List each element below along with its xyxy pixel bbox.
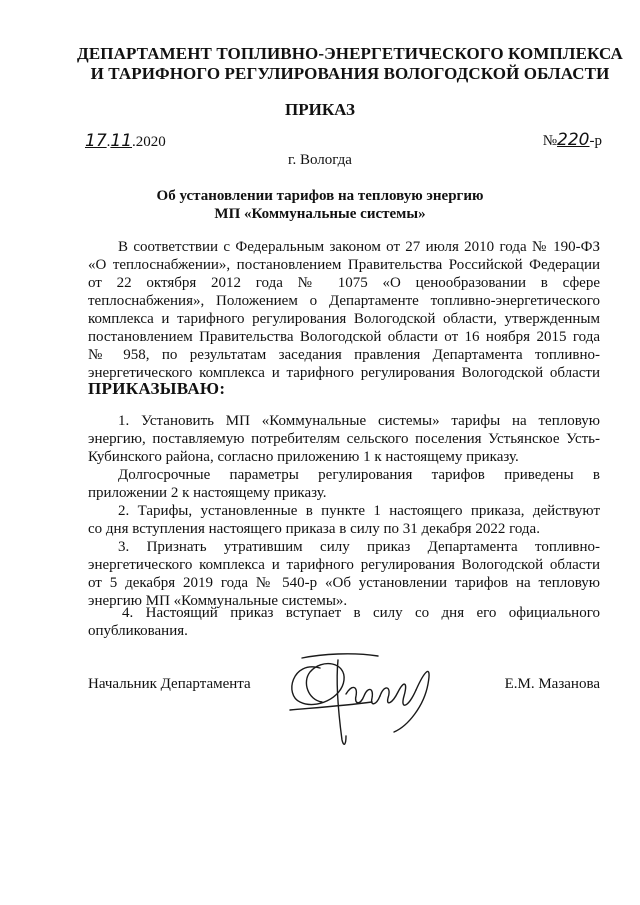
preamble-line: «О теплоснабжении», постановлением Правительства Российской Федерации bbox=[88, 257, 600, 273]
date-year: .2020 bbox=[132, 134, 166, 150]
signatory-name: Е.М. Мазанова bbox=[504, 676, 600, 692]
order-word: ПРИКАЗЫВАЮ: bbox=[88, 379, 226, 398]
signatory-position: Начальник Департамента bbox=[88, 676, 251, 692]
item-4-line: опубликования. bbox=[88, 623, 188, 639]
date-day: 17 bbox=[85, 131, 107, 151]
preamble-line: от 22 октября 2012 года № 1075 «О ценообразовании в сфере bbox=[88, 275, 600, 291]
item-3-line: 3. Признать утратившим силу приказ Департамента топливно- bbox=[118, 539, 600, 555]
item-1-line: 1. Установить МП «Коммунальные системы» тарифы на тепловую bbox=[118, 413, 600, 429]
preamble-line: энергетического комплекса и тарифного регулирования Вологодской области bbox=[88, 365, 600, 381]
document-date: 17.11.2020 bbox=[85, 131, 166, 151]
subject-line-2: МП «Коммунальные системы» bbox=[214, 206, 426, 222]
item-3-line: энергетического комплекса и тарифного регулирования Вологодской области bbox=[88, 557, 600, 573]
org-name-line-2: И ТАРИФНОГО РЕГУЛИРОВАНИЯ ВОЛОГОДСКОЙ ОБЛАСТИ bbox=[90, 64, 610, 83]
item-1-line: энергию, поставляемую потребителям сельского поселения Устьянское Усть- bbox=[88, 431, 600, 447]
item-1b-line: приложении 2 к настоящему приказу. bbox=[88, 485, 327, 501]
number-suffix: -р bbox=[589, 133, 602, 149]
subject-line-1: Об установлении тарифов на тепловую энергию bbox=[156, 188, 484, 204]
document-type-title: ПРИКАЗ bbox=[285, 100, 355, 119]
item-1b-line: Долгосрочные параметры регулирования тарифов приведены в bbox=[118, 467, 600, 483]
preamble-line: постановлением Правительства Вологодской области от 16 ноября 2015 года bbox=[88, 329, 600, 345]
preamble-line: комплекса и тарифного регулирования Вологодской области, утвержденным bbox=[88, 311, 600, 327]
item-4-line: 4. Настоящий приказ вступает в силу со дня его официального bbox=[122, 605, 600, 621]
city: г. Вологда bbox=[288, 152, 352, 168]
item-2-line: 2. Тарифы, установленные в пункте 1 настоящего приказа, действуют bbox=[118, 503, 600, 519]
item-1-line: Кубинского района, согласно приложению 1 к настоящему приказу. bbox=[88, 449, 519, 465]
preamble-line: № 958, по результатам заседания правления Департамента топливно- bbox=[88, 347, 600, 363]
handwritten-signature bbox=[282, 640, 452, 755]
org-name-line-1: ДЕПАРТАМЕНТ ТОПЛИВНО-ЭНЕРГЕТИЧЕСКОГО КОМПЛЕКСА bbox=[77, 44, 623, 63]
number-prefix: № bbox=[542, 133, 558, 149]
item-2-line: со дня вступления настоящего приказа в силу по 31 декабря 2022 года. bbox=[88, 521, 540, 537]
item-3-line: от 5 декабря 2019 года № 540-р «Об установлении тарифов на тепловую bbox=[88, 575, 600, 591]
date-month: 11 bbox=[110, 131, 133, 151]
number-value: 220 bbox=[557, 130, 590, 150]
preamble-line: В соответствии с Федеральным законом от 27 июля 2010 года № 190-ФЗ bbox=[118, 239, 600, 255]
item-3-line: энергию МП «Коммунальные системы». bbox=[88, 593, 348, 609]
preamble-line: теплоснабжения», Положением о Департаменте топливно-энергетического bbox=[88, 293, 600, 309]
document-number bbox=[543, 130, 602, 150]
